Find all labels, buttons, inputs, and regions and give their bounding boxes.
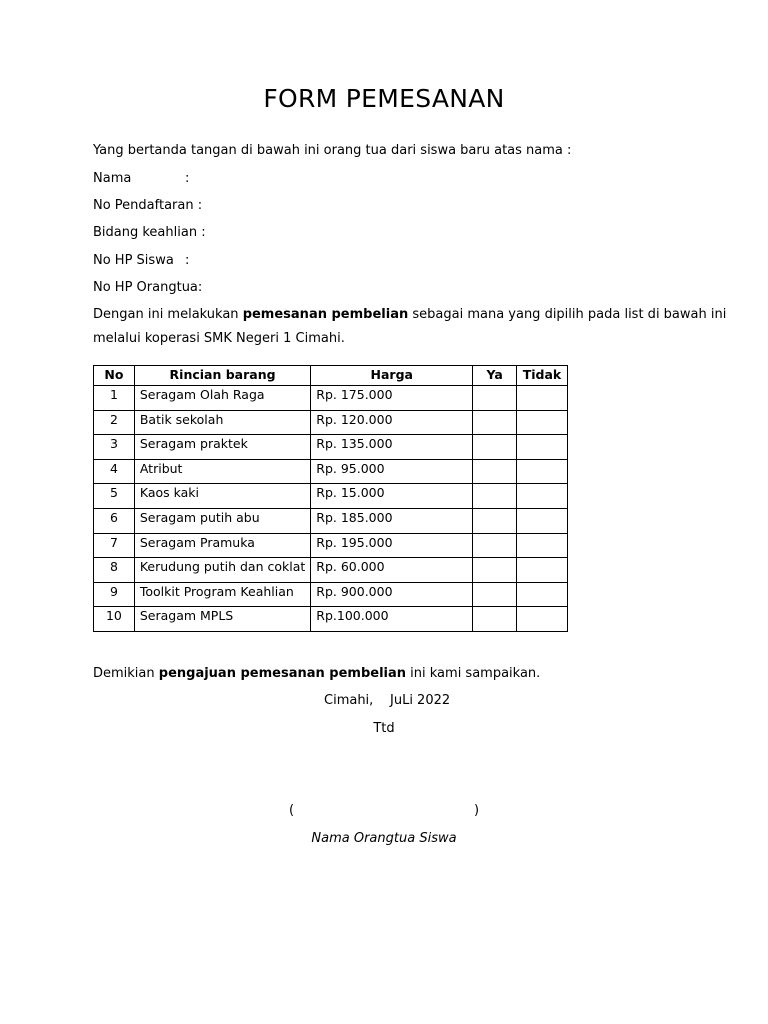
cell-no: 9 (94, 582, 135, 607)
table-header-row (94, 366, 568, 386)
statement-text: sebagai mana yang dipilih pada list di bawah ini (408, 307, 727, 322)
table-row (94, 386, 568, 411)
intro-text: Yang bertanda tangan di bawah ini orang tua dari siswa baru atas nama : (93, 143, 572, 158)
cell-item: Kaos kaki (134, 484, 310, 509)
cell-item: Atribut (134, 459, 310, 484)
signature-place: Cimahi, (324, 693, 374, 708)
statement-text: Dengan ini melakukan (93, 307, 243, 322)
statement-line-1 (93, 306, 726, 324)
field-no-hp-orangtua (93, 279, 202, 297)
form-title: FORM PEMESANAN (263, 84, 505, 113)
signature-open-paren: ( (289, 803, 295, 818)
cell-ya-checkbox[interactable] (473, 386, 517, 411)
table-row (94, 410, 568, 435)
cell-no: 3 (94, 435, 135, 460)
cell-price: Rp. 15.000 (311, 484, 473, 509)
cell-item: Toolkit Program Keahlian (134, 582, 310, 607)
signature-name-label: Nama Orangtua Siswa (311, 831, 457, 846)
header-tidak: Tidak (517, 366, 568, 386)
cell-price: Rp. 175.000 (311, 386, 473, 411)
header-ya: Ya (473, 366, 517, 386)
cell-tidak-checkbox[interactable] (517, 508, 568, 533)
cell-tidak-checkbox[interactable] (517, 386, 568, 411)
cell-item: Seragam MPLS (134, 607, 310, 632)
cell-price: Rp. 195.000 (311, 533, 473, 558)
table-row (94, 582, 568, 607)
cell-ya-checkbox[interactable] (473, 558, 517, 583)
cell-tidak-checkbox[interactable] (517, 582, 568, 607)
cell-ya-checkbox[interactable] (473, 435, 517, 460)
cell-tidak-checkbox[interactable] (517, 410, 568, 435)
field-label: No Pendaftaran : (93, 198, 203, 213)
closing-text (93, 665, 540, 683)
cell-ya-checkbox[interactable] (473, 459, 517, 484)
signature-date: JuLi 2022 (390, 693, 451, 708)
signature-ttd: Ttd (373, 721, 395, 736)
cell-item: Seragam Pramuka (134, 533, 310, 558)
cell-item: Seragam praktek (134, 435, 310, 460)
closing-bold: pengajuan pemesanan pembelian (158, 666, 407, 681)
field-label: No HP Orangtua: (93, 280, 203, 295)
cell-ya-checkbox[interactable] (473, 607, 517, 632)
cell-price: Rp. 95.000 (311, 459, 473, 484)
cell-ya-checkbox[interactable] (473, 508, 517, 533)
cell-price: Rp. 60.000 (311, 558, 473, 583)
cell-tidak-checkbox[interactable] (517, 459, 568, 484)
field-label: No HP Siswa (93, 253, 174, 268)
header-harga: Harga (311, 366, 473, 386)
cell-no: 5 (94, 484, 135, 509)
statement-line-2: melalui koperasi SMK Negeri 1 Cimahi. (93, 331, 345, 346)
cell-ya-checkbox[interactable] (473, 410, 517, 435)
cell-no: 6 (94, 508, 135, 533)
field-colon: : (185, 171, 190, 186)
field-bidang-keahlian (93, 224, 206, 242)
field-no-pendaftaran (93, 197, 202, 215)
cell-tidak-checkbox[interactable] (517, 533, 568, 558)
cell-tidak-checkbox[interactable] (517, 484, 568, 509)
cell-price: Rp. 120.000 (311, 410, 473, 435)
header-no: No (94, 366, 135, 386)
cell-item: Kerudung putih dan coklat (134, 558, 310, 583)
table-row (94, 508, 568, 533)
cell-ya-checkbox[interactable] (473, 582, 517, 607)
signature-close-paren: ) (474, 803, 480, 818)
table-row (94, 435, 568, 460)
cell-no: 4 (94, 459, 135, 484)
table-row (94, 607, 568, 632)
cell-ya-checkbox[interactable] (473, 484, 517, 509)
cell-ya-checkbox[interactable] (473, 533, 517, 558)
closing-after: ini kami sampaikan. (406, 666, 541, 681)
cell-no: 2 (94, 410, 135, 435)
order-table (93, 365, 568, 632)
field-nama (93, 170, 190, 188)
cell-no: 1 (94, 386, 135, 411)
table-row (94, 533, 568, 558)
cell-item: Batik sekolah (134, 410, 310, 435)
statement-bold: pemesanan pembelian (242, 307, 409, 322)
table-row (94, 484, 568, 509)
cell-item: Seragam Olah Raga (134, 386, 310, 411)
cell-no: 10 (94, 607, 135, 632)
field-label: Bidang keahlian : (93, 225, 206, 240)
cell-tidak-checkbox[interactable] (517, 607, 568, 632)
cell-item: Seragam putih abu (134, 508, 310, 533)
field-no-hp-siswa (93, 252, 190, 270)
cell-price: Rp. 900.000 (311, 582, 473, 607)
table-row (94, 459, 568, 484)
header-rincian-barang: Rincian barang (134, 366, 310, 386)
cell-tidak-checkbox[interactable] (517, 435, 568, 460)
cell-no: 7 (94, 533, 135, 558)
field-colon: : (185, 253, 190, 268)
cell-tidak-checkbox[interactable] (517, 558, 568, 583)
cell-price: Rp. 135.000 (311, 435, 473, 460)
table-row (94, 558, 568, 583)
cell-price: Rp. 185.000 (311, 508, 473, 533)
cell-price: Rp.100.000 (311, 607, 473, 632)
cell-no: 8 (94, 558, 135, 583)
closing-before: Demikian (93, 666, 159, 681)
field-label: Nama (93, 171, 132, 186)
